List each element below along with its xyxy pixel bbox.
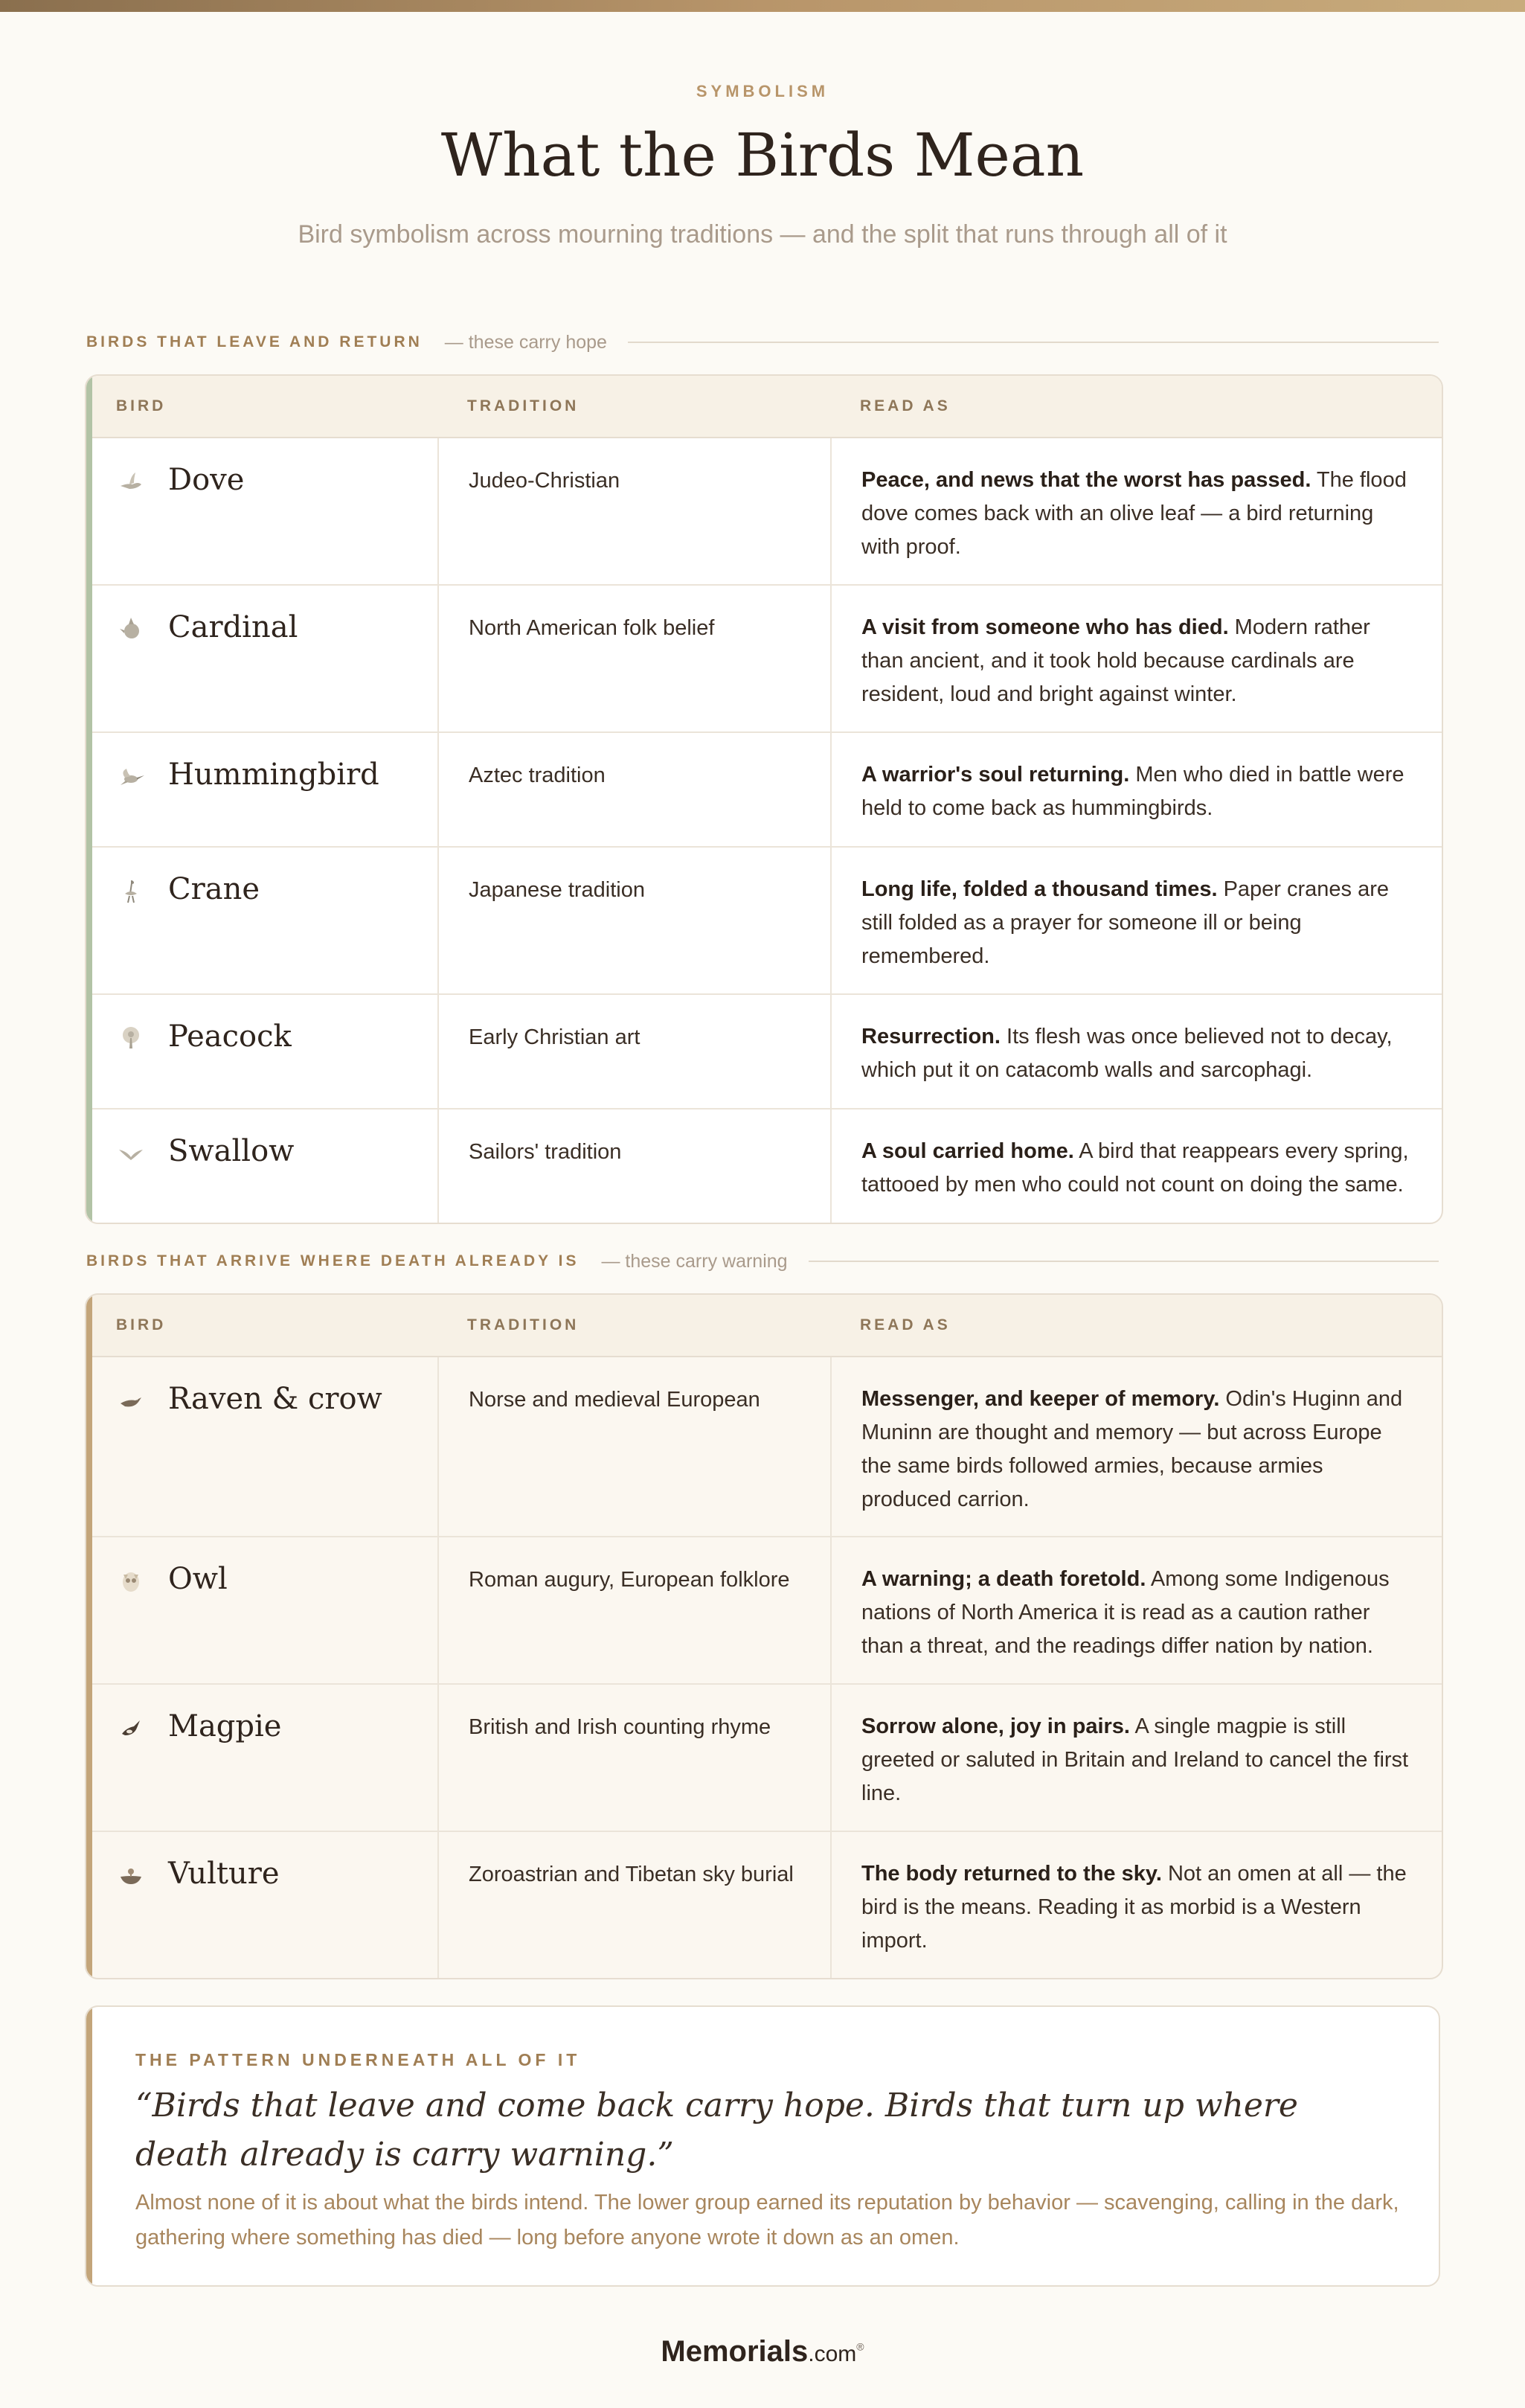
read-as-text: Among some Indigenous nations of North America it is read as a caution rather than a threat, and the readings differ nation by nation. (861, 1567, 1390, 1658)
read-as-text: A single magpie is still greeted or saluted in Britain and Ireland to cancel the first line. (861, 1714, 1409, 1805)
bird-name: Swallow (168, 1134, 295, 1168)
tradition-cell: North American folk belief (469, 616, 715, 640)
read-as-bold: A warrior's soul returning. (861, 763, 1130, 787)
read-as-bold: Peace, and news that the worst has passed. (861, 468, 1312, 492)
read-as-cell (861, 608, 1415, 711)
bird-name: Dove (168, 463, 245, 497)
logo-suffix: .com (808, 2342, 857, 2366)
memorials-logo[interactable] (0, 2335, 1525, 2369)
read-as-text: Men who died in battle were held to come back as hummingbirds. (861, 763, 1404, 820)
pattern-quote: “Birds that leave and come back carry hope. Birds that turn up where death already is carry warning.” (135, 2087, 1298, 2174)
column-header-read-as: READ AS (860, 1316, 951, 1333)
divider (628, 342, 1439, 343)
read-as-cell (861, 1132, 1415, 1202)
tradition-cell: Judeo-Christian (469, 469, 620, 493)
table-row (86, 733, 1442, 848)
read-as-cell (861, 1707, 1415, 1810)
bird-name: Crane (168, 872, 260, 906)
hope-section-note: — these carry hope (444, 331, 607, 353)
table-row (86, 1357, 1442, 1537)
table-row (86, 1537, 1442, 1685)
bird-name: Vulture (168, 1857, 280, 1891)
table-row (86, 438, 1442, 586)
pattern-card (85, 2005, 1440, 2287)
tradition-cell: Japanese tradition (469, 878, 645, 902)
table-row (86, 1685, 1442, 1832)
read-as-text: Its flesh was once believed not to decay, which put it on catacomb walls and sarcophagi. (861, 1025, 1393, 1082)
read-as-cell (861, 1017, 1415, 1087)
read-as-text: Paper cranes are still folded as a prayer for someone ill or being remembered. (861, 877, 1390, 968)
tradition-cell: Norse and medieval European (469, 1388, 760, 1412)
bird-name: Raven & crow (168, 1382, 382, 1416)
read-as-cell (861, 1560, 1415, 1663)
bird-name: Magpie (168, 1709, 282, 1743)
bird-name: Peacock (168, 1019, 292, 1054)
table-row (86, 1109, 1442, 1223)
top-accent-bar (0, 0, 1525, 12)
swallow-icon (116, 1138, 146, 1168)
read-as-bold: Sorrow alone, joy in pairs. (861, 1714, 1130, 1738)
hope-section-header (86, 327, 1439, 357)
read-as-bold: A warning; a death foretold. (861, 1567, 1146, 1591)
hope-table (85, 374, 1443, 1224)
read-as-text: The flood dove comes back with an olive leaf — a bird returning with proof. (861, 468, 1407, 559)
owl-icon (116, 1566, 146, 1595)
warning-section-note: — these carry warning (601, 1250, 788, 1272)
pattern-accent-bar (86, 2007, 92, 2285)
read-as-text: Odin's Huginn and Muninn are thought and memory — but across Europe the same birds followed armies, because armies produced carrion. (861, 1387, 1403, 1511)
page-title: What the Birds Mean (440, 121, 1085, 190)
column-header-tradition: TRADITION (467, 397, 580, 414)
table-row (86, 848, 1442, 995)
read-as-bold: Long life, folded a thousand times. (861, 877, 1218, 901)
table-header (86, 376, 1442, 438)
read-as-bold: Messenger, and keeper of memory. (861, 1387, 1220, 1411)
column-header-read-as: READ AS (860, 397, 951, 414)
tradition-cell: Sailors' tradition (469, 1140, 622, 1164)
raven-icon (116, 1386, 146, 1415)
tradition-cell: British and Irish counting rhyme (469, 1715, 771, 1739)
table-header (86, 1295, 1442, 1357)
read-as-bold: A visit from someone who has died. (861, 615, 1229, 639)
read-as-text: Modern rather than ancient, and it took hold because cardinals are resident, loud and bright against winter. (861, 615, 1370, 706)
read-as-cell (861, 461, 1415, 564)
logo-wordmark: Memorials (661, 2335, 809, 2368)
cardinal-icon (116, 614, 146, 644)
crane-icon (116, 876, 146, 906)
page-subtitle: Bird symbolism across mourning traditions — and the split that runs through all of it (298, 220, 1227, 249)
bird-name: Hummingbird (168, 758, 379, 792)
pattern-body: Almost none of it is about what the birds intend. The lower group earned its reputation by behavior — scavenging, calling in the dark, gathering where something has died — long before anyone wrote it down as an omen. (135, 2191, 1399, 2250)
eyebrow: SYMBOLISM (696, 82, 829, 100)
table-row (86, 1832, 1442, 1978)
hope-accent-bar (86, 376, 92, 1223)
column-header-tradition: TRADITION (467, 1316, 580, 1333)
read-as-bold: Resurrection. (861, 1025, 1001, 1048)
logo-registered-mark: ® (856, 2340, 864, 2353)
column-header-bird: BIRD (116, 397, 167, 414)
divider (809, 1261, 1439, 1262)
read-as-cell (861, 755, 1415, 825)
tradition-cell: Roman augury, European folklore (469, 1568, 790, 1592)
hummingbird-icon (116, 761, 146, 791)
peacock-icon (116, 1023, 146, 1053)
tradition-cell: Early Christian art (469, 1025, 640, 1049)
bird-name: Cardinal (168, 610, 298, 644)
table-row (86, 586, 1442, 733)
vulture-icon (116, 1860, 146, 1890)
read-as-bold: A soul carried home. (861, 1139, 1074, 1163)
magpie-icon (116, 1713, 146, 1743)
read-as-cell (861, 870, 1415, 973)
tradition-cell: Aztec tradition (469, 763, 606, 787)
warning-section-label: BIRDS THAT ARRIVE WHERE DEATH ALREADY IS (86, 1252, 580, 1269)
read-as-cell (861, 1380, 1415, 1517)
pattern-label: THE PATTERN UNDERNEATH ALL OF IT (135, 2050, 581, 2069)
read-as-text: A bird that reappears every spring, tattooed by men who could not count on doing the same. (861, 1139, 1409, 1197)
dove-icon (116, 467, 146, 496)
warning-table (85, 1293, 1443, 1979)
bird-name: Owl (168, 1562, 228, 1596)
hope-section-label: BIRDS THAT LEAVE AND RETURN (86, 333, 423, 350)
read-as-bold: The body returned to the sky. (861, 1862, 1162, 1886)
table-row (86, 995, 1442, 1109)
read-as-cell (861, 1854, 1415, 1958)
warning-accent-bar (86, 1295, 92, 1978)
warning-section-header (86, 1246, 1439, 1276)
tradition-cell: Zoroastrian and Tibetan sky burial (469, 1863, 794, 1886)
read-as-text: Not an omen at all — the bird is the means. Reading it as morbid is a Western import. (861, 1862, 1407, 1953)
column-header-bird: BIRD (116, 1316, 167, 1333)
